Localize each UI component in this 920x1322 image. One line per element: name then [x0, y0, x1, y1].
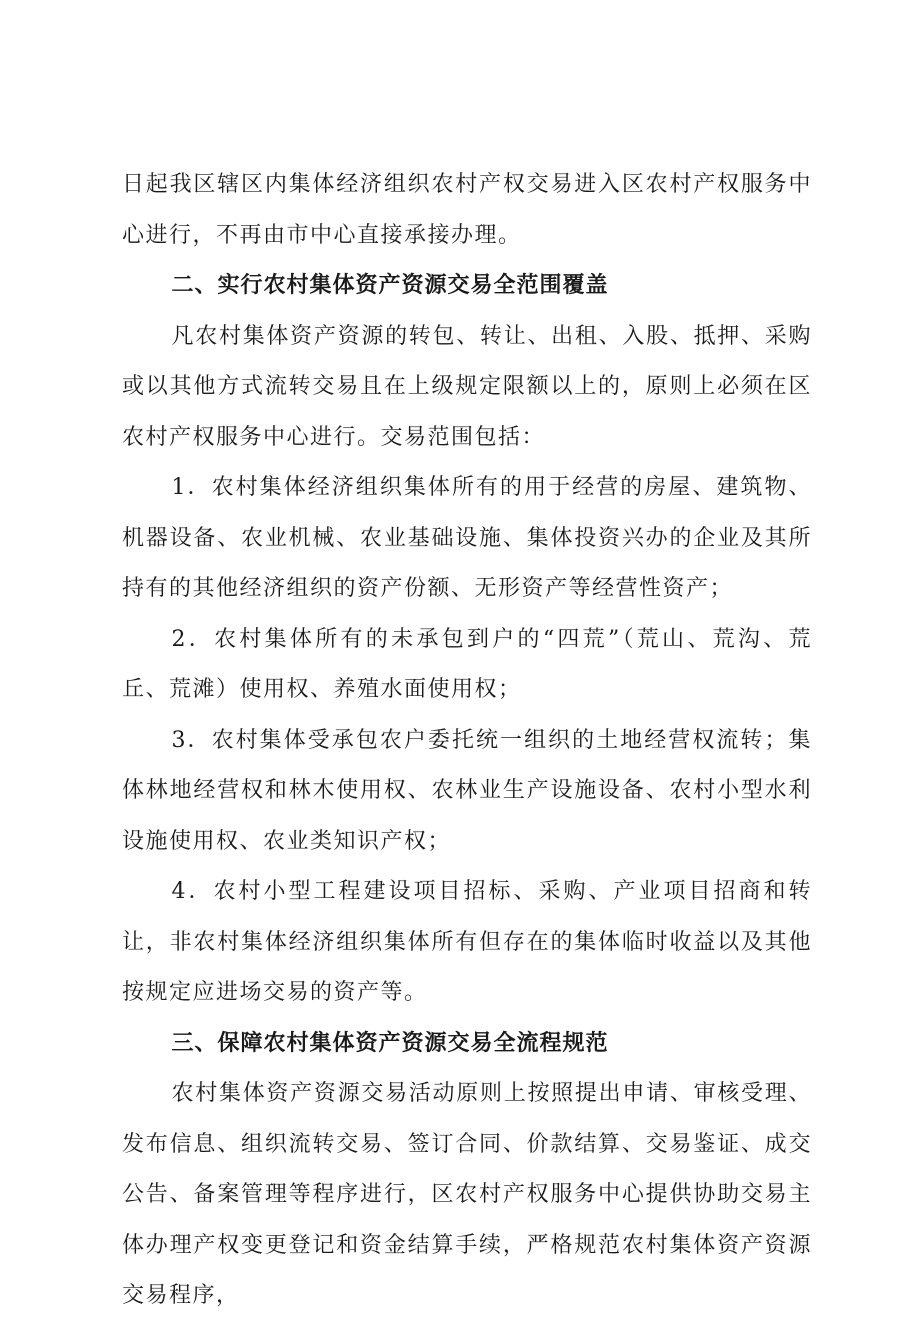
list-item-2: 2．农村集体所有的未承包到户的“四荒”（荒山、荒沟、荒丘、荒滩）使用权、养殖水面使用权； [122, 626, 812, 702]
document-body [122, 160, 812, 1322]
list-item-4: 4．农村小型工程建设项目招标、采购、产业项目招商和转让，非农村集体经济组织集体所有但存在的集体临时收益以及其他按规定应进场交易的资产等。 [122, 879, 812, 1005]
section-heading-2: 二、实行农村集体资产资源交易全范围覆盖 [171, 273, 609, 298]
list-item-3: 3．农村集体受承包农户委托统一组织的土地经营权流转；集体林地经营权和林木使用权、农林业生产设施设备、农村小型水利设施使用权、农业类知识产权； [122, 727, 812, 854]
paragraph-intro-continuation: 日起我区辖区内集体经济组织农村产权交易进入区农村产权服务中心进行，不再由市中心直接承接办理。 [122, 172, 812, 248]
paragraph-transaction-scope: 凡农村集体资产资源的转包、转让、出租、入股、抵押、采购或以其他方式流转交易且在上级规定限额以上的，原则上必须在区农村产权服务中心进行。交易范围包括： [122, 323, 812, 450]
paragraph-transaction-process: 农村集体资产资源交易活动原则上按照提出申请、审核受理、发布信息、组织流转交易、签订合同、价款结算、交易鉴证、成交公告、备案管理等程序进行，区农村产权服务中心提供协助交易主体办理产权变更登记和资金结算手续，严格规范农村集体资产资源交易程序， [122, 1081, 812, 1308]
list-item-1: 1．农村集体经济组织集体所有的用于经营的房屋、建筑物、机器设备、农业机械、农业基础设施、集体投资兴办的企业及其所持有的其他经济组织的资产份额、无形资产等经营性资产； [122, 475, 812, 601]
section-heading-3: 三、保障农村集体资产资源交易全流程规范 [171, 1030, 609, 1056]
